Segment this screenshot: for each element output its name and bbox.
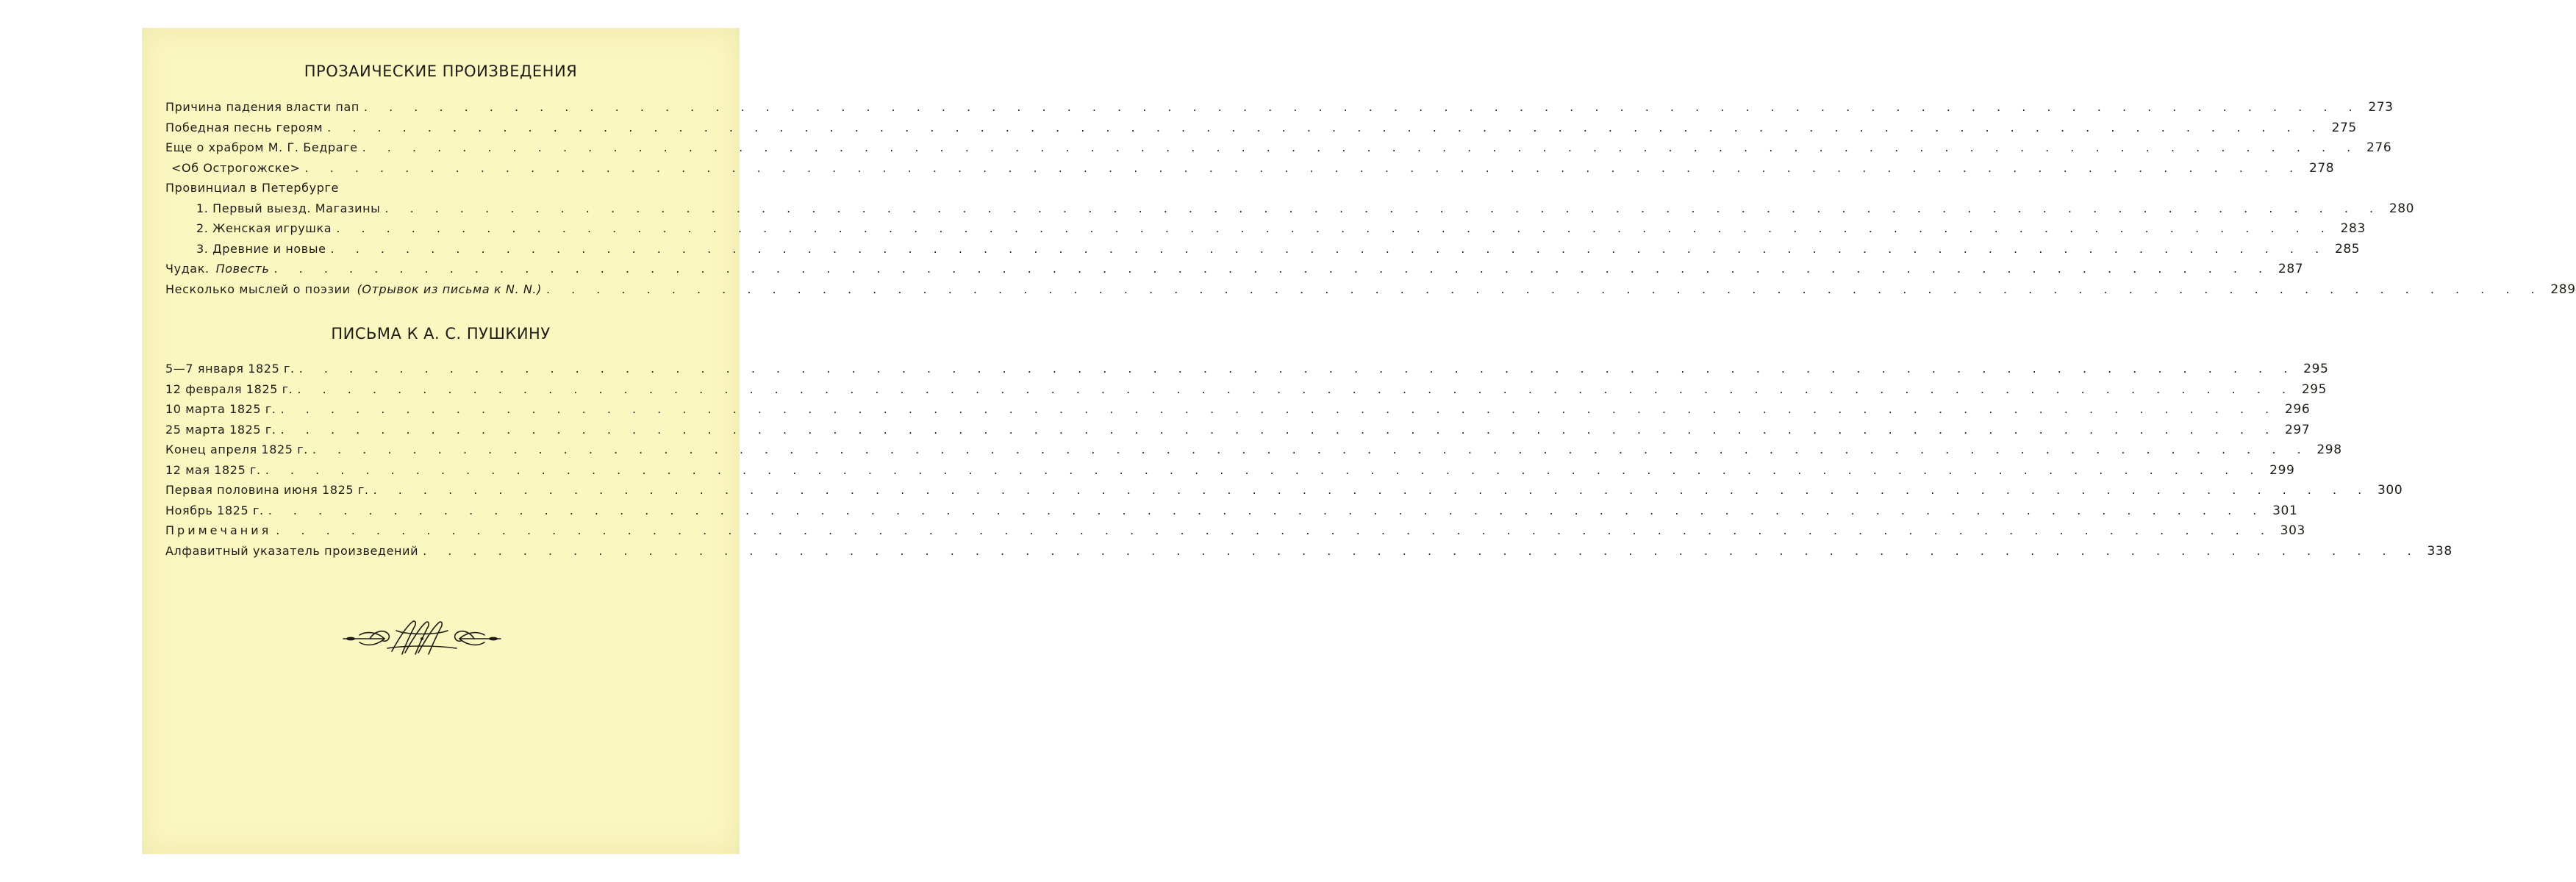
leader-dots: . . . . . . . . . . . . . . . . . . . . . . . . . . . . . . . . . . . . . . . . . . . . . . . . . . . . . . . . . . . . . . . . . . . . . . . . . . . . . . . .	[373, 483, 2371, 497]
toc-entry-title: Алфавитный указатель произведений	[165, 543, 419, 558]
toc-entry-title: 12 мая 1825 г.	[165, 462, 261, 477]
toc-entry-title: Первая половина июня 1825 г.	[165, 483, 369, 497]
toc-entry[interactable]	[165, 503, 2298, 524]
book-page	[142, 28, 2576, 854]
toc-list-prose	[165, 100, 2576, 302]
toc-entry-page: 296	[2285, 402, 2311, 417]
toc-entry[interactable]	[165, 442, 2342, 463]
toc-entry-page: 275	[2331, 120, 2357, 135]
leader-dots: . . . . . . . . . . . . . . . . . . . . . . . . . . . . . . . . . . . . . . . . . . . . . . . . . . . . . . . . . . . . . . . . . . . . . . . . . . . . . . . .	[362, 140, 2360, 154]
toc-entry-title: Конец апреля 1825 г.	[165, 442, 308, 456]
toc-entry-page: 303	[2280, 523, 2305, 538]
toc-entry-page: 300	[2377, 483, 2403, 498]
toc-entry-page: 278	[2308, 160, 2335, 176]
leader-dots: . . . . . . . . . . . . . . . . . . . . . . . . . . . . . . . . . . . . . . . . . . . . . . . . . . . . . . . . . . . . . . . . . . . . . . . . . . . . . . . .	[336, 221, 2333, 235]
leader-dots: . . . . . . . . . . . . . . . . . . . . . . . . . . . . . . . . . . . . . . . . . . . . . . . . . . . . . . . . . . . . . . . . . . . . . . . . . . . . . . . .	[545, 282, 2544, 296]
leader-dots: . . . . . . . . . . . . . . . . . . . . . . . . . . . . . . . . . . . . . . . . . . . . . . . . . . . . . . . . . . . . . . . . . . . . . . . . . . . . . . . .	[268, 503, 2266, 517]
toc-entry-title: 2. Женская игрушка	[196, 221, 332, 235]
toc-entry-title: 25 марта 1825 г.	[165, 422, 276, 437]
toc-entry[interactable]	[165, 140, 2392, 161]
toc-entry-page: 295	[2303, 362, 2329, 376]
toc-entry[interactable]	[165, 402, 2311, 423]
section-title-letters: ПИСЬМА К А. С. ПУШКИНУ	[331, 325, 551, 343]
toc-entry-title: Ноябрь 1825 г.	[165, 503, 264, 517]
toc-entry[interactable]	[165, 120, 2357, 141]
toc-entry-title: Несколько мыслей о поэзии	[165, 282, 351, 296]
leader-dots: . . . . . . . . . . . . . . . . . . . . . . . . . . . . . . . . . . . . . . . . . . . . . . . . . . . . . . . . . . . . . . . . . . . . . . . . . . . . . . . .	[312, 442, 2310, 456]
toc-entry-page: 301	[2272, 503, 2298, 518]
leader-dots: . . . . . . . . . . . . . . . . . . . . . . . . . . . . . . . . . . . . . . . . . . . . . . . . . . . . . . . . . . . . . . . . . . . . . . . . . . . . . . . .	[363, 100, 2361, 114]
toc-list-letters	[165, 362, 2452, 564]
toc-entry-page: 295	[2301, 381, 2328, 397]
leader-dots: . . . . . . . . . . . . . . . . . . . . . . . . . . . . . . . . . . . . . . . . . . . . . . . . . . . . . . . . . . . . . . . . . . . . . . . . . . . . . . . .	[280, 402, 2278, 416]
toc-entry-group-heading[interactable]	[165, 181, 673, 201]
toc-entry-title: 10 марта 1825 г.	[165, 402, 276, 416]
toc-entry[interactable]	[165, 160, 2335, 182]
toc-entry-title: 3. Древние и новые	[196, 241, 326, 256]
toc-entry[interactable]	[165, 422, 2311, 443]
toc-entry-page: 299	[2269, 462, 2295, 478]
toc-entry-page: 297	[2285, 422, 2311, 437]
leader-dots: . . . . . . . . . . . . . . . . . . . . . . . . . . . . . . . . . . . . . . . . . . . . . . . . . . . . . . . . . . . . . . . . . . . . . . . . . . . . . . . .	[280, 422, 2278, 437]
toc-entry-page: 285	[2334, 241, 2361, 257]
toc-entry-title: 12 февраля 1825 г.	[165, 381, 293, 396]
toc-entry[interactable]	[165, 523, 2305, 544]
leader-dots: . . . . . . . . . . . . . . . . . . . . . . . . . . . . . . . . . . . . . . . . . . . . . . . . . . . . . . . . . . . . . . . . . . . . . . . . . . . . . . . .	[330, 241, 2328, 256]
leader-dots: . . . . . . . . . . . . . . . . . . . . . . . . . . . . . . . . . . . . . . . . . . . . . . . . . . . . . . . . . . . . . . . . . . . . . . . . . . . . . . . .	[384, 201, 2383, 215]
leader-dots: . . . . . . . . . . . . . . . . . . . . . . . . . . . . . . . . . . . . . . . . . . . . . . . . . . . . . . . . . . . . . . . . . . . . . . . . . . . . . . . .	[297, 381, 2295, 396]
toc-entry-page: 276	[2366, 140, 2392, 155]
leader-dots: . . . . . . . . . . . . . . . . . . . . . . . . . . . . . . . . . . . . . . . . . . . . . . . . . . . . . . . . . . . . . . . . . . . . . . . . . . . . . . . .	[276, 523, 2273, 537]
leader-dots: . . . . . . . . . . . . . . . . . . . . . . . . . . . . . . . . . . . . . . . . . . . . . . . . . . . . . . . . . . . . . . . . . . . . . . . . . . . . . . . .	[273, 262, 2272, 276]
leader-dots: . . . . . . . . . . . . . . . . . . . . . . . . . . . . . . . . . . . . . . . . . . . . . . . . . . . . . . . . . . . . . . . . . . . . . . . . . . . . . . . .	[298, 362, 2297, 376]
toc-entry-page: 283	[2340, 221, 2366, 236]
toc-entry-title: <Об Острогожске>	[171, 160, 301, 175]
toc-entry[interactable]	[165, 282, 2576, 303]
toc-entry[interactable]	[165, 381, 2328, 403]
toc-entry-page: 289	[2550, 282, 2576, 297]
toc-entry[interactable]	[165, 221, 2366, 242]
toc-entry-title: Причина падения власти пап	[165, 100, 359, 114]
leader-dots: . . . . . . . . . . . . . . . . . . . . . . . . . . . . . . . . . . . . . . . . . . . . . . . . . . . . . . . . . . . . . . . . . . . . . . . . . . . . . . . .	[423, 543, 2420, 558]
leader-dots: . . . . . . . . . . . . . . . . . . . . . . . . . . . . . . . . . . . . . . . . . . . . . . . . . . . . . . . . . . . . . . . . . . . . . . . . . . . . . . . .	[265, 462, 2263, 477]
toc-entry[interactable]	[165, 201, 2415, 222]
toc-entry-title: Победная песнь героям	[165, 120, 323, 135]
leader-dots: . . . . . . . . . . . . . . . . . . . . . . . . . . . . . . . . . . . . . . . . . . . . . . . . . . . . . . . . . . . . . . . . . . . . . . . . . . . . . . . .	[304, 160, 2303, 175]
toc-entry[interactable]	[165, 241, 2361, 262]
toc-entry-subtitle: Повесть	[215, 262, 270, 276]
toc-entry-title: 5—7 января 1825 г.	[165, 362, 295, 376]
toc-entry-title: Провинциал в Петербурге	[165, 181, 339, 195]
toc-entry-page: 298	[2316, 442, 2342, 457]
toc-entry-title: Еще о храбром М. Г. Бедраге	[165, 140, 358, 154]
toc-entry[interactable]	[165, 100, 2394, 121]
toc-entry-title: Чудак.	[165, 262, 210, 276]
toc-entry[interactable]	[165, 462, 2295, 484]
toc-entry-page: 273	[2368, 100, 2394, 115]
toc-entry-page: 280	[2389, 201, 2415, 216]
toc-entry[interactable]	[165, 262, 2304, 282]
toc-entry[interactable]	[165, 483, 2403, 503]
toc-entry-title: 1. Первый выезд. Магазины	[196, 201, 381, 215]
toc-entry[interactable]	[165, 543, 2452, 564]
floral-ornament-icon	[340, 616, 504, 662]
section-title-prose: ПРОЗАИЧЕСКИЕ ПРОИЗВЕДЕНИЯ	[304, 62, 578, 80]
leader-dots: . . . . . . . . . . . . . . . . . . . . . . . . . . . . . . . . . . . . . . . . . . . . . . . . . . . . . . . . . . . . . . . . . . . . . . . . . . . . . . . .	[327, 120, 2325, 135]
toc-entry[interactable]	[165, 362, 2329, 382]
toc-entry-subtitle: (Отрывок из письма к N. N.)	[357, 282, 542, 296]
toc-entry-page: 338	[2427, 543, 2452, 559]
toc-entry-title: Примечания	[165, 523, 272, 537]
toc-entry-page: 287	[2278, 262, 2304, 276]
